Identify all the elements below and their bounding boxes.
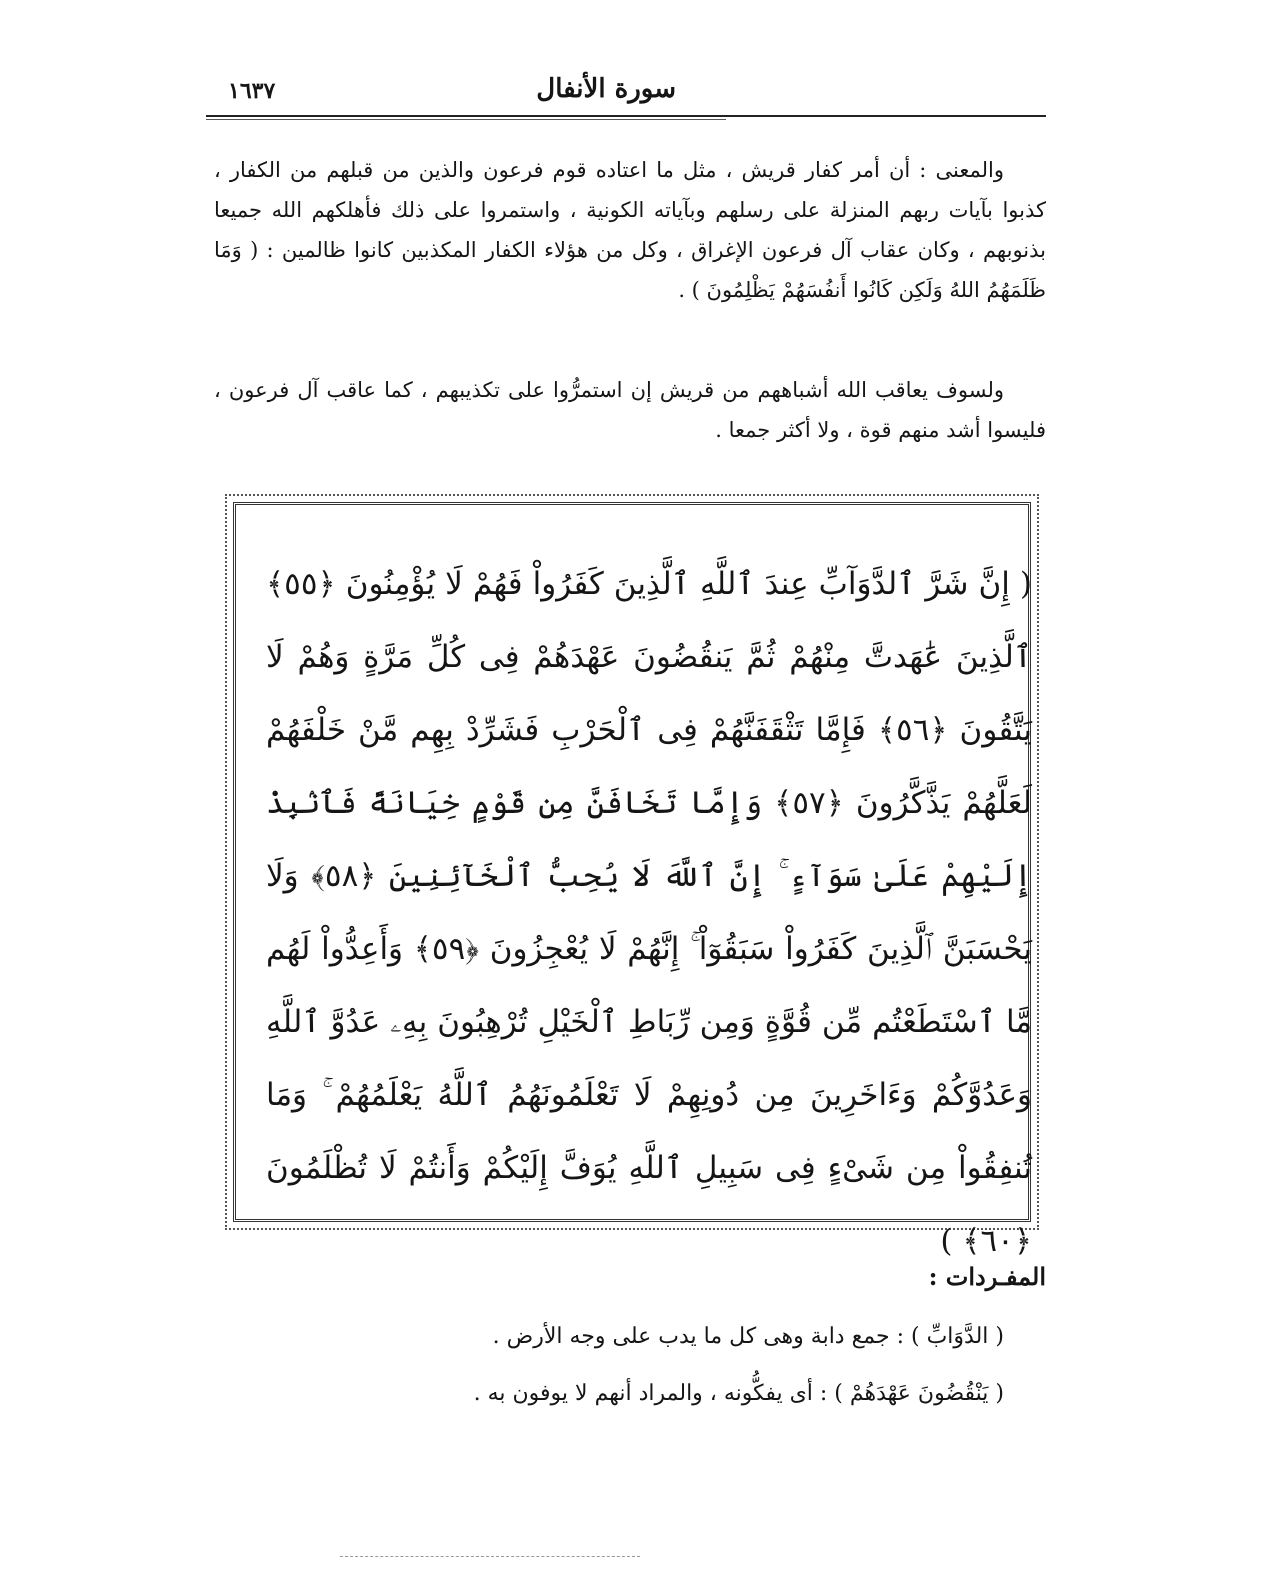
commentary-paragraph: والمعنى : أن أمر كفار قريش ، مثل ما اعتاده قوم فرعون والذين من قبلهم من الكفار ، كذبوا بآيات ربهم المنزلة على رسلهم وبآياته الكونية ، واستمروا على ذلك فأهلكهم الله جميعا بذنوبهم ، وكان عقاب آل فرعون الإغراق ، وكل من هؤلاء الكفار المكذبين كانوا ظالمين : ( وَمَا ظَلَمَهُمُ اللهُ وَلَكِن كَانُوا أَنفُسَهُمْ يَظْلِمُونَ ) .	[214, 158, 1046, 302]
header-rule-secondary	[206, 119, 726, 120]
surah-title: سورة الأنفال	[536, 74, 676, 104]
commentary-paragraph: ولسوف يعاقب الله أشباههم من قريش إن استمرُّوا على تكذيبهم ، كما عاقب آل فرعون ، فليسوا أشد منهم قوة ، ولا أكثر جمعا .	[214, 378, 1046, 442]
vocabulary-item: ( الدَّوَابِّ ) : جمع دابة وهى كل ما يدب على وجه الأرض .	[492, 1324, 1004, 1349]
vocabulary-heading: المفـردات :	[928, 1262, 1046, 1291]
vocabulary-item: ( يَنْقُضُونَ عَهْدَهُمْ ) : أى يفكُّونه ، والمراد أنهم لا يوفون به .	[473, 1381, 1004, 1406]
page-number: ١٦٣٧	[228, 78, 276, 104]
header-rule	[206, 115, 1046, 117]
page-header	[206, 72, 1046, 112]
footer-rule	[340, 1556, 640, 1557]
quran-verses: ( إِنَّ شَرَّ ٱلدَّوَآبِّ عِندَ ٱللَّهِ ٱلَّذِينَ كَفَرُواْ فَهُمْ لَا يُؤْمِنُونَ ﴿٥٥﴾ ٱلَّذِينَ عَٰهَدتَّ مِنْهُمْ ثُمَّ يَنقُضُونَ عَهْدَهُمْ فِى كُلِّ مَرَّةٍ وَهُمْ لَا يَتَّقُونَ ﴿٥٦﴾ فَإِمَّا تَثْقَفَنَّهُمْ فِى ٱلْحَرْبِ فَشَرِّدْ بِهِم مَّنْ خَلْفَهُمْ لَعَلَّهُمْ يَذَّكَّرُونَ ﴿٥٧﴾ وَإِمَّا تَخَافَنَّ مِن قَوْمٍ خِيَانَةً فَٱنۢبِذْ إِلَيْهِمْ عَلَىٰ سَوَآءٍ ۚ إِنَّ ٱللَّهَ لَا يُحِبُّ ٱلْخَآئِنِينَ ﴿٥٨﴾ وَلَا يَحْسَبَنَّ ٱلَّذِينَ كَفَرُواْ سَبَقُوٓاْ ۚ إِنَّهُمْ لَا يُعْجِزُونَ ﴿٥٩﴾ وَأَعِدُّواْ لَهُم مَّا ٱسْتَطَعْتُم مِّن قُوَّةٍ وَمِن رِّبَاطِ ٱلْخَيْلِ تُرْهِبُونَ بِهِۦ عَدُوَّ ٱللَّهِ وَعَدُوَّكُمْ وَءَاخَرِينَ مِن دُونِهِمْ لَا تَعْلَمُونَهُمُ ٱللَّهُ يَعْلَمُهُمْ ۚ وَمَا تُنفِقُواْ مِن شَىْءٍ فِى سَبِيلِ ٱللَّهِ يُوَفَّ إِلَيْكُمْ وَأَنتُمْ لَا تُظْلَمُونَ ﴿٦٠﴾ )	[266, 566, 1032, 1259]
